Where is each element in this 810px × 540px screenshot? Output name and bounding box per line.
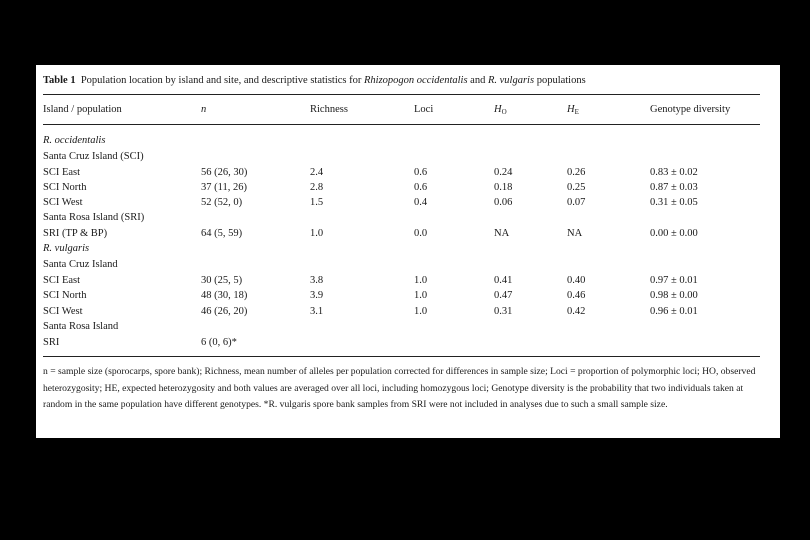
table-row <box>36 275 780 289</box>
cell-n: 64 (5, 59) <box>201 228 243 239</box>
cell-richness: 2.8 <box>310 182 324 193</box>
cell-richness: 2.4 <box>310 167 324 178</box>
cell-ho: 0.24 <box>494 167 513 178</box>
header-richness: Richness <box>310 104 348 115</box>
cell-n: 56 (26, 30) <box>201 167 248 178</box>
cell-richness: 1.0 <box>310 228 324 239</box>
cell-label: SCI North <box>43 182 87 193</box>
cell-gd: 0.87 ± 0.03 <box>650 182 698 193</box>
cell-richness: 3.9 <box>310 290 324 301</box>
cell-loci: 0.0 <box>414 228 428 239</box>
cell-label: Santa Rosa Island <box>43 321 119 332</box>
cell-ho: 0.18 <box>494 182 513 193</box>
island-heading <box>36 321 780 335</box>
cell-loci: 0.6 <box>414 167 428 178</box>
island-heading <box>36 212 780 226</box>
table-row <box>36 167 780 181</box>
cell-he: 0.42 <box>567 306 586 317</box>
cell-label: R. occidentalis <box>43 135 106 146</box>
table-footnote: n = sample size (sporocarps, spore bank); Richness, mean number of alleles per population corrected for differences in sample size; Loci = proportion of polymorphic loci; HO, observed heterozygosity; HE, expected heterozygosity and both values are averaged over all loci, including homozygous loci; Genotype diversity is the probability that two individuals taken at random in the same population have different genotypes. *R. vulgaris spore bank samples from SRI were not included in analyses due to such a small sample size. <box>43 366 756 411</box>
cell-he: 0.26 <box>567 167 586 178</box>
cell-loci: 0.4 <box>414 197 428 208</box>
cell-gd: 0.96 ± 0.01 <box>650 306 698 317</box>
cell-gd: 0.83 ± 0.02 <box>650 167 698 178</box>
cell-label: R. vulgaris <box>43 243 90 254</box>
cell-label: SCI West <box>43 306 83 317</box>
table-row <box>36 197 780 211</box>
cell-he: NA <box>567 228 583 239</box>
cell-ho: 0.06 <box>494 197 513 208</box>
bottom-rule <box>43 356 760 357</box>
cell-label: Santa Rosa Island (SRI) <box>43 212 145 223</box>
cell-label: SCI East <box>43 275 81 286</box>
species-heading <box>36 135 780 149</box>
table-row <box>36 228 780 242</box>
header-he: $H_E$ <box>567 104 579 116</box>
cell-label: SCI North <box>43 290 87 301</box>
header-genotype-diversity: Genotype diversity <box>650 104 731 115</box>
cell-ho: 0.41 <box>494 275 513 286</box>
cell-loci: 1.0 <box>414 290 428 301</box>
cell-gd: 0.00 ± 0.00 <box>650 228 698 239</box>
cell-richness: 3.1 <box>310 306 324 317</box>
cell-label: SCI East <box>43 167 81 178</box>
cell-richness: 3.8 <box>310 275 324 286</box>
header-rule <box>43 124 760 125</box>
header-row <box>36 104 780 118</box>
cell-label: SCI West <box>43 197 83 208</box>
cell-ho: 0.47 <box>494 290 513 301</box>
cell-ho: 0.31 <box>494 306 513 317</box>
cell-label: Santa Cruz Island (SCI) <box>43 151 144 162</box>
table-row <box>36 337 780 351</box>
table-caption: Table 1 Population location by island and site, and descriptive statistics for Rhizopogon occidentalis and R. vulgaris populations <box>43 75 586 86</box>
header-island: Island / population <box>43 104 122 115</box>
cell-gd: 0.98 ± 0.00 <box>650 290 698 301</box>
cell-n: 48 (30, 18) <box>201 290 248 301</box>
cell-loci: 0.6 <box>414 182 428 193</box>
cell-loci: 1.0 <box>414 275 428 286</box>
table-row <box>36 306 780 320</box>
cell-n: 46 (26, 20) <box>201 306 248 317</box>
cell-n: 37 (11, 26) <box>201 182 247 193</box>
cell-ho: NA <box>494 228 510 239</box>
cell-label: SRI <box>43 337 60 348</box>
species-heading <box>36 243 780 257</box>
cell-gd: 0.31 ± 0.05 <box>650 197 698 208</box>
cell-he: 0.40 <box>567 275 586 286</box>
cell-he: 0.46 <box>567 290 586 301</box>
cell-label: SRI (TP & BP) <box>43 228 108 239</box>
island-heading <box>36 151 780 165</box>
cell-n: 6 (0, 6)* <box>201 337 237 348</box>
cell-loci: 1.0 <box>414 306 428 317</box>
cell-gd: 0.97 ± 0.01 <box>650 275 698 286</box>
island-heading <box>36 259 780 273</box>
cell-he: 0.25 <box>567 182 586 193</box>
table-row <box>36 290 780 304</box>
cell-n: 52 (52, 0) <box>201 197 243 208</box>
cell-n: 30 (25, 5) <box>201 275 243 286</box>
table-row <box>36 182 780 196</box>
cell-richness: 1.5 <box>310 197 324 208</box>
header-loci: Loci <box>414 104 434 115</box>
header-ho: $H_O$ <box>494 104 507 116</box>
cell-label: Santa Cruz Island <box>43 259 118 270</box>
cell-he: 0.07 <box>567 197 586 208</box>
top-rule <box>43 94 760 95</box>
table-document <box>36 65 780 438</box>
header-n: n <box>201 104 207 115</box>
